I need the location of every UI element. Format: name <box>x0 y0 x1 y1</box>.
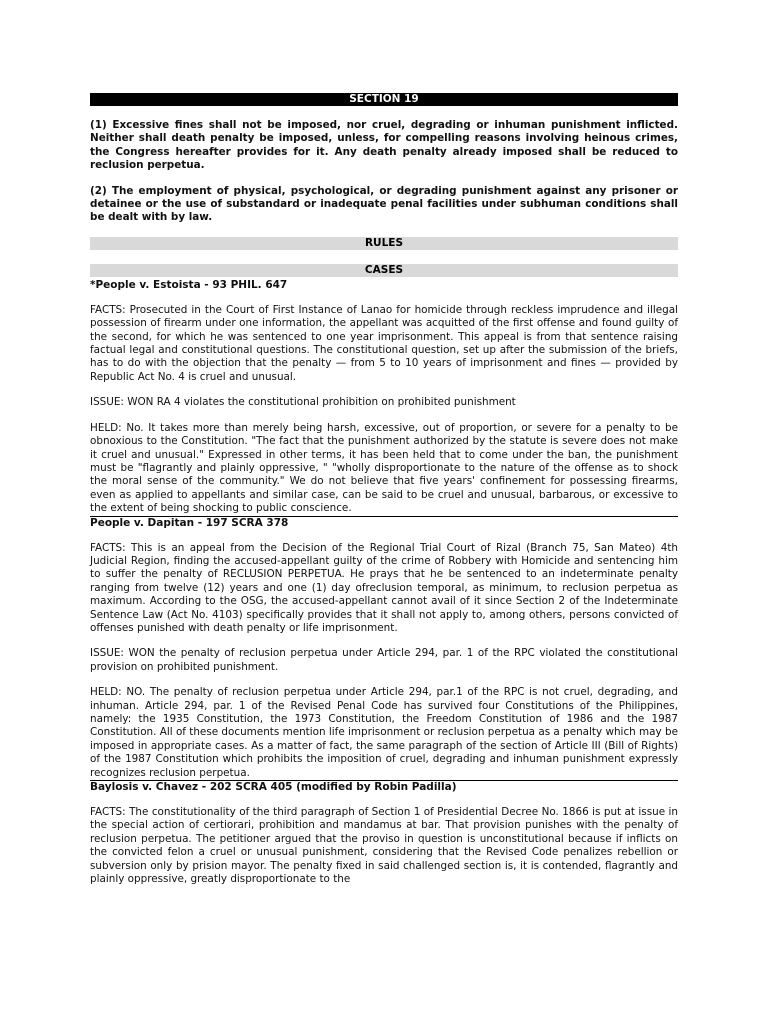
rules-heading: RULES <box>90 237 678 250</box>
case-title-estoista: *People v. Estoista - 93 PHIL. 647 <box>90 278 288 291</box>
case-facts-estoista: FACTS: Prosecuted in the Court of First Instance of Lanao for homicide through reckless imprudence and illegal possession of firearm under one information, the appellant was acquitted of the first offense and found guilty of the second, for which he was sentenced to one year imprisonment. This appeal is from that sentence raising factual legal and constitutional questions. The constitutional question, set up after the submission of the briefs, has to do with the objection that the penalty — from 5 to 10 years of imprisonment and fines — provided by Republic Act No. 4 is cruel and unusual. <box>90 303 678 383</box>
case-facts-baylosis: FACTS: The constitutionality of the third paragraph of Section 1 of Presidential Decree No. 1866 is put at issue in the special action of certiorari, prohibition and mandamus at bar. That provision punishes with the penalty of reclusion perpetua. The petitioner argued that the proviso in question is unconstitutional because if inflicts on the convicted felon a cruel or unusual punishment, considering that the Revised Code penalizes rebellion or subversion only by prision mayor. The penalty fixed in said challenged section is, it is contended, flagrantly and plainly oppressive, greatly disproportionate to the <box>90 806 678 886</box>
case-held-dapitan: HELD: NO. The penalty of reclusion perpetua under Article 294, par.1 of the RPC is not cruel, degrading, and inhuman. Article 294, par. 1 of the Revised Penal Code has survived four Constitutions of the Philippines, namely: the 1935 Constitution, the 1973 Constitution, the Freedom Constitution of 1986 and the 1987 Constitution. All of these documents mention life imprisonment or reclusion perpetua as a penalty which may be imposed in appropriate cases. As a matter of fact, the same paragraph of the section of Article III (Bill of Rights) of the 1987 Constitution which prohibits the imposition of cruel, degrading and inhuman punishment expressly recognizes reclusion perpetua. <box>90 686 678 779</box>
case-issue-estoista: ISSUE: WON RA 4 violates the constitutional prohibition on prohibited punishment <box>90 396 516 409</box>
case-facts-dapitan: FACTS: This is an appeal from the Decision of the Regional Trial Court of Rizal (Branch 75, San Mateo) 4th Judicial Region, finding the accused-appellant guilty of the crime of Robbery with Homicide and sentencing him to suffer the penalty of RECLUSION PERPETUA. He prays that he be sentenced to an indeterminate penalty ranging from twelve (12) years and one (1) day ofreclusion temporal, as minimum, to reclusion perpetua as maximum. According to the OSG, the accused-appellant cannot avail of it since Section 2 of the Indeterminate Sentence Law (Act No. 4103) specifically provides that it shall not apply to, among others, persons convicted of offenses punished with death penalty or life imprisonment. <box>90 541 678 634</box>
section-heading: SECTION 19 <box>90 93 678 106</box>
case-issue-dapitan: ISSUE: WON the penalty of reclusion perpetua under Article 294, par. 1 of the RPC violated the constitutional provision on prohibited punishment. <box>90 647 678 673</box>
case-title-dapitan: People v. Dapitan - 197 SCRA 378 <box>90 516 289 529</box>
section-paragraph-1: (1) Excessive fines shall not be imposed, nor cruel, degrading or inhuman punishment inflicted. Neither shall death penalty be imposed, unless, for compelling reasons involving heinous crimes, the Congress hereafter provides for it. Any death penalty already imposed shall be reduced to reclusion perpetua. <box>90 119 678 172</box>
document-page <box>90 93 678 886</box>
case-title-baylosis: Baylosis v. Chavez - 202 SCRA 405 (modified by Robin Padilla) <box>90 781 457 794</box>
section-paragraph-2: (2) The employment of physical, psychological, or degrading punishment against any prisoner or detainee or the use of substandard or inadequate penal facilities under subhuman conditions shall be dealt with by law. <box>90 184 678 224</box>
cases-heading: CASES <box>90 264 678 277</box>
case-held-estoista: HELD: No. It takes more than merely being harsh, excessive, out of proportion, or severe for a penalty to be obnoxious to the Constitution. "The fact that the punishment authorized by the statute is severe does not make it cruel and unusual." Expressed in other terms, it has been held that to come under the ban, the punishment must be "flagrantly and plainly oppressive, " "wholly disproportionate to the nature of the offense as to shock the moral sense of the community." We do not believe that five years' confinement for possessing firearms, even as applied to appellants and similar case, can be said to be cruel and unusual, barbarous, or excessive to the extent of being shocking to public conscience. <box>90 421 678 515</box>
